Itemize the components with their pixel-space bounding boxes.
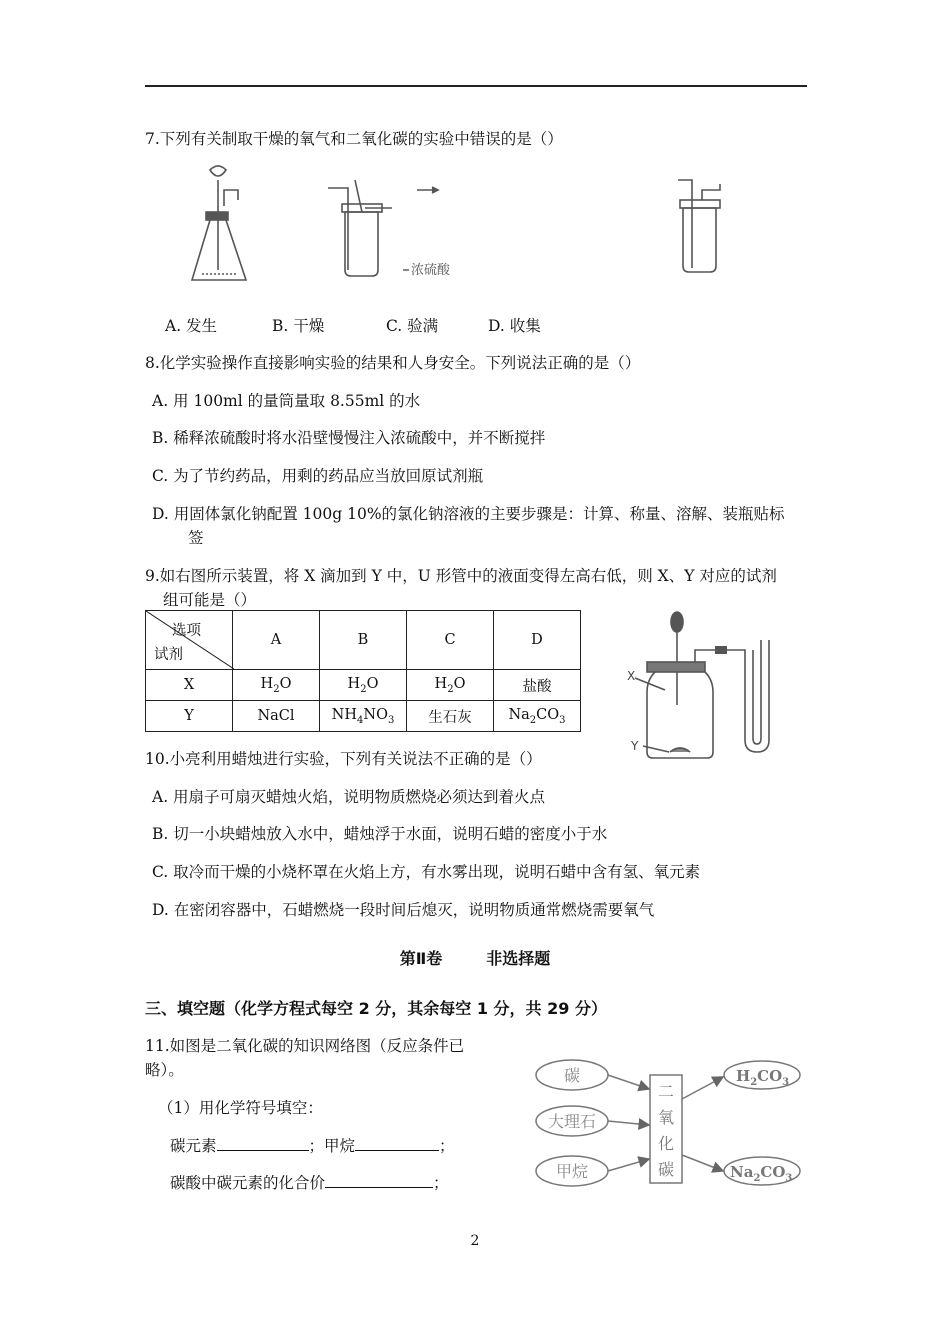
diagram-center-co2 <box>658 1082 674 1179</box>
q8-option-d: D. 用固体氯化钠配置 100g 10%的氯化钠溶液的主要步骤是：计算、称量、溶解、装瓶贴标 <box>152 505 785 523</box>
q9-cell-xc: $H_2O$ <box>407 670 494 701</box>
q8-option-c: C. 为了节约药品，用剩的药品应当放回原试剂瓶 <box>152 467 484 485</box>
q10-stem: 10.小亮利用蜡烛进行实验，下列有关说法不正确的是（） <box>145 750 542 768</box>
part3-title: 三、填空题（化学方程式每空 2 分，其余每空 1 分，共 29 分） <box>145 999 607 1018</box>
q9-cell-xa: $H_2O$ <box>233 670 320 701</box>
q11-blank-carbon-element[interactable] <box>217 1136 309 1151</box>
q10-option-a: A. 用扇子可扇灭蜡烛火焰，说明物质燃烧必须达到着火点 <box>152 788 546 806</box>
q11-line1-end: ； <box>439 1137 455 1155</box>
q11-line2 <box>170 1171 449 1193</box>
svg-text:碳: 碳 <box>657 1160 675 1179</box>
q11-stem-cont: 略）。 <box>145 1061 184 1079</box>
q11-blank-methane[interactable] <box>355 1136 439 1151</box>
q11-line1 <box>170 1134 455 1156</box>
q11-stem: 11.如图是二氧化碳的知识网络图（反应条件已 <box>145 1037 465 1055</box>
q7-stem: 7.下列有关制取干燥的氧气和二氧化碳的实验中错误的是（） <box>145 130 563 148</box>
q11-blank-valence[interactable] <box>325 1173 433 1188</box>
q10-option-b: B. 切一小块蜡烛放入水中，蜡烛浮于水面，说明石蜡的密度小于水 <box>152 825 608 843</box>
svg-text:氧: 氧 <box>657 1108 675 1127</box>
q9-cell-xd: 盐酸 <box>494 670 581 701</box>
q10-option-c: C. 取冷而干燥的小烧杯罩在火焰上方，有水雾出现，说明石蜡中含有氢、氧元素 <box>152 863 701 881</box>
q9-table <box>145 610 581 732</box>
q11-co2-network-diagram <box>530 1055 805 1200</box>
q9-table-corner <box>146 611 233 670</box>
svg-text:二: 二 <box>657 1082 675 1101</box>
q9-header-d: D <box>494 611 581 670</box>
q7-figure-label: 浓硫酸 <box>411 263 451 278</box>
q9-cell-ya: NaCl <box>233 701 320 732</box>
q9-cell-yc: 生石灰 <box>407 701 494 732</box>
q9-cell-xb: $H_2O$ <box>320 670 407 701</box>
header-rule <box>145 85 807 87</box>
q7-option-a: A. 发生 <box>165 317 218 335</box>
q8-option-d-cont: 签 <box>188 529 204 547</box>
q9-corner-bottom: 试剂 <box>154 647 183 663</box>
q9-fig-y: Y <box>631 739 639 753</box>
q9-cell-yd: $Na_2CO_3$ <box>494 701 581 732</box>
q8-stem: 8.化学实验操作直接影响实验的结果和人身安全。下列说法正确的是（） <box>145 354 641 372</box>
q7-figure <box>180 160 780 290</box>
section-title-a: 第Ⅱ卷 <box>399 949 443 968</box>
q9-stem-cont: 组可能是（） <box>163 591 257 609</box>
diagram-node-methane: 甲烷 <box>555 1162 589 1181</box>
q9-apparatus-figure <box>625 610 795 765</box>
q9-row-y-label: Y <box>146 701 233 732</box>
q9-header-c: C <box>407 611 494 670</box>
q10-option-d: D. 在密闭容器中，石蜡燃烧一段时间后熄灭，说明物质通常燃烧需要氧气 <box>152 901 655 919</box>
q11-sub1: （1）用化学符号填空： <box>158 1099 323 1117</box>
q9-header-b: B <box>320 611 407 670</box>
q9-corner-top: 选项 <box>172 623 201 639</box>
diagram-node-carbon: 碳 <box>563 1066 581 1085</box>
q9-fig-x: X <box>627 669 636 683</box>
q11-line2-label: 碳酸中碳元素的化合价 <box>170 1174 326 1192</box>
q8-option-a: A. 用 100ml 的量筒量取 8.55ml 的水 <box>152 392 421 410</box>
diagram-node-h2co3: $H_2CO_3$ <box>736 1067 790 1088</box>
q9-stem: 9.如右图所示装置，将 X 滴加到 Y 中，U 形管中的液面变得左高右低，则 X、Y 对应的试剂 <box>145 567 777 585</box>
diagram-node-na2co3: $Na_2CO_3$ <box>730 1163 793 1184</box>
diagram-node-marble: 大理石 <box>547 1112 597 1131</box>
q9-header-a: A <box>233 611 320 670</box>
q7-option-c: C. 验满 <box>386 317 439 335</box>
q11-line2-end: ； <box>433 1174 449 1192</box>
q11-line1-label-a: 碳元素 <box>170 1137 217 1155</box>
q7-option-b: B. 干燥 <box>272 317 325 335</box>
svg-text:化: 化 <box>657 1134 675 1153</box>
page-number: 2 <box>470 1233 480 1249</box>
q9-row-x-label: X <box>146 670 233 701</box>
section-title-b: 非选择题 <box>486 949 551 968</box>
q11-line1-sep: ；甲烷 <box>308 1137 356 1155</box>
q7-option-d: D. 收集 <box>488 317 541 335</box>
q8-option-b: B. 稀释浓硫酸时将水沿壁慢慢注入浓硫酸中，并不断搅拌 <box>152 429 546 447</box>
q9-cell-yb: $NH_4NO_3$ <box>320 701 407 732</box>
section-title <box>0 946 950 969</box>
